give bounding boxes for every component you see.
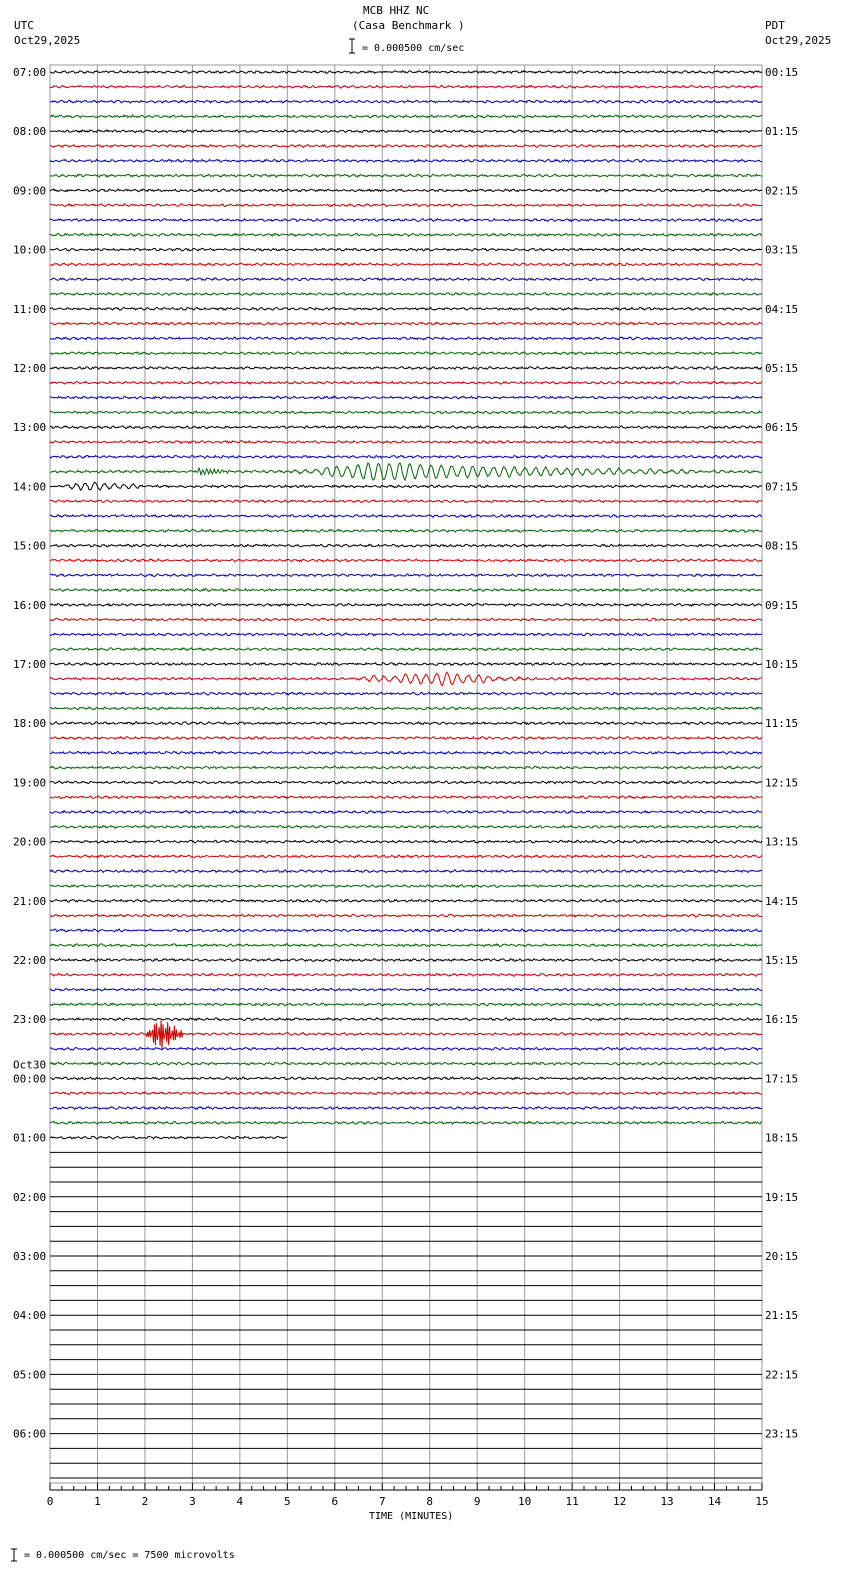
seismic-trace [50, 1020, 762, 1049]
right-hour-label: 02:15 [765, 184, 799, 198]
seismic-trace [50, 515, 762, 518]
seismic-trace [50, 396, 762, 399]
seismic-trace [50, 233, 762, 236]
seismic-trace [50, 529, 762, 532]
right-hour-label: 03:15 [765, 243, 799, 257]
x-tick-label: 1 [94, 1495, 101, 1508]
left-hour-label: 04:00 [13, 1309, 47, 1323]
seismic-trace [50, 988, 762, 991]
seismic-trace [50, 1092, 762, 1095]
seismic-trace [50, 840, 762, 843]
right-hour-label: 20:15 [765, 1250, 799, 1263]
seismic-trace [50, 367, 762, 370]
seismic-trace [50, 899, 762, 902]
left-hour-label: 05:00 [13, 1368, 47, 1382]
seismic-trace [50, 544, 762, 547]
x-tick-label: 14 [707, 1495, 722, 1508]
seismic-trace [50, 796, 762, 799]
left-hour-label: 22:00 [13, 954, 47, 967]
seismic-trace [50, 1107, 762, 1110]
x-tick-label: 10 [518, 1495, 532, 1508]
x-tick-label: 15 [755, 1495, 769, 1508]
right-hour-label: 09:15 [765, 598, 799, 612]
right-hour-label: 01:15 [765, 125, 799, 139]
left-hour-label: 13:00 [13, 421, 47, 435]
seismic-trace [50, 973, 762, 976]
left-hour-label: 16:00 [13, 598, 47, 612]
left-hour-label: 23:00 [13, 1013, 47, 1027]
seismic-trace [50, 929, 762, 932]
x-axis-label: TIME (MINUTES) [369, 1511, 454, 1522]
seismic-trace [50, 663, 762, 666]
left-hour-label: 14:00 [13, 480, 47, 494]
seismic-trace [50, 672, 762, 686]
seismic-trace [50, 751, 762, 754]
axis-layer [47, 1483, 769, 1508]
right-hour-label: 16:15 [765, 1013, 799, 1027]
left-hour-label: 02:00 [13, 1190, 47, 1204]
left-hour-label: 00:00 [13, 1072, 47, 1086]
seismic-trace [50, 352, 762, 355]
seismic-trace [50, 189, 762, 192]
seismic-trace [50, 174, 762, 177]
right-hour-label: 05:15 [765, 362, 799, 375]
left-date: Oct29,2025 [14, 34, 81, 47]
seismic-trace [50, 441, 762, 444]
seismic-trace [50, 500, 762, 503]
right-hour-label: 12:15 [765, 776, 799, 790]
left-hour-label: 20:00 [13, 835, 47, 849]
x-tick-label: 3 [189, 1495, 196, 1508]
station-title: MCB HHZ NC [363, 4, 430, 17]
seismic-trace [50, 737, 762, 740]
right-hour-label: 06:15 [765, 421, 799, 435]
x-tick-label: 11 [565, 1495, 579, 1508]
left-hour-label: 08:00 [13, 125, 47, 139]
seismic-trace [50, 1047, 762, 1050]
x-tick-label: 13 [660, 1495, 674, 1508]
seismic-trace [50, 811, 762, 814]
right-hour-label: 14:15 [765, 894, 799, 908]
left-hour-label: 01:00 [13, 1131, 47, 1145]
seismic-trace [50, 219, 762, 222]
left-hour-label: 11:00 [13, 302, 47, 316]
left-hour-label: 18:00 [13, 717, 47, 731]
x-tick-label: 0 [46, 1495, 54, 1508]
seismic-trace [50, 1077, 762, 1080]
seismic-trace [50, 204, 762, 207]
seismic-trace [50, 692, 762, 695]
seismic-trace [50, 959, 762, 962]
right-hour-label: 07:15 [765, 480, 799, 494]
footer-scale-note: = 0.000500 cm/sec = 7500 microvolts [24, 1550, 235, 1561]
site-subtitle: (Casa Benchmark ) [352, 19, 465, 32]
seismic-trace [50, 85, 762, 88]
x-tick-label: 12 [612, 1495, 627, 1508]
right-hour-label: 10:15 [765, 658, 799, 671]
x-tick-label: 9 [473, 1495, 481, 1508]
footer-scale-bar-icon [11, 1549, 17, 1561]
left-timezone: UTC [14, 19, 34, 32]
seismic-trace [50, 1121, 762, 1124]
seismic-trace [50, 263, 762, 266]
right-hour-label: 19:15 [765, 1190, 799, 1204]
seismic-trace [50, 248, 762, 251]
seismic-trace [50, 870, 762, 873]
x-tick-label: 5 [284, 1495, 291, 1508]
right-hour-label: 17:15 [765, 1072, 799, 1086]
right-hour-label: 08:15 [765, 539, 799, 553]
right-hour-label: 23:15 [765, 1427, 799, 1441]
seismic-trace [50, 381, 762, 384]
right-hour-label: 22:15 [765, 1368, 799, 1382]
x-tick-label: 7 [378, 1495, 386, 1508]
right-hour-label: 15:15 [765, 954, 799, 967]
left-hour-label: 17:00 [13, 658, 47, 671]
scale-bar-icon [349, 39, 355, 53]
seismic-trace [50, 115, 762, 118]
seismic-trace [50, 781, 762, 784]
seismic-trace [50, 159, 762, 162]
seismic-trace [50, 855, 762, 858]
seismic-trace [50, 559, 762, 562]
seismic-trace [50, 707, 762, 710]
right-date: Oct29,2025 [765, 34, 832, 47]
left-hour-label: 21:00 [13, 894, 47, 908]
left-hour-label: 09:00 [13, 184, 47, 198]
left-hour-label: 12:00 [13, 362, 47, 375]
seismic-trace [50, 1003, 762, 1006]
seismic-trace [50, 1136, 287, 1139]
seismic-trace [50, 603, 762, 606]
x-tick-label: 4 [236, 1495, 244, 1508]
seismic-trace [50, 130, 762, 133]
x-tick-label: 6 [331, 1495, 339, 1508]
seismic-trace [50, 633, 762, 636]
seismic-trace [50, 337, 762, 340]
right-hour-label: 04:15 [765, 302, 799, 316]
left-hour-label: 19:00 [13, 776, 47, 790]
left-hour-label: 07:00 [13, 66, 47, 79]
left-hour-label: 15:00 [13, 539, 47, 553]
left-hour-label: 06:00 [13, 1427, 47, 1441]
x-tick-label: 8 [426, 1495, 434, 1508]
seismic-trace [50, 455, 762, 458]
right-hour-label: 13:15 [765, 835, 799, 849]
seismic-trace [50, 618, 762, 621]
seismic-trace [50, 885, 762, 888]
seismic-trace [50, 944, 762, 947]
right-timezone: PDT [765, 19, 785, 32]
seismic-trace [50, 293, 762, 296]
seismic-trace [50, 722, 762, 725]
left-hour-label: 03:00 [13, 1250, 47, 1263]
seismic-trace [50, 914, 762, 917]
seismic-trace [50, 463, 762, 480]
seismic-trace [50, 766, 762, 769]
seismic-trace [50, 589, 762, 592]
x-tick-label: 2 [141, 1495, 149, 1508]
right-hour-label: 18:15 [765, 1131, 799, 1145]
seismic-trace [50, 1062, 762, 1065]
seismic-trace [50, 825, 762, 828]
seismic-trace [50, 100, 762, 103]
seismic-trace [50, 322, 762, 325]
seismic-trace [50, 71, 762, 74]
seismic-trace [50, 426, 762, 429]
date-change-label: Oct30 [13, 1058, 47, 1072]
scale-label: = 0.000500 cm/sec [362, 43, 465, 54]
seismic-trace [50, 278, 762, 281]
seismic-trace [50, 145, 762, 148]
right-hour-label: 00:15 [765, 66, 799, 79]
seismic-trace [50, 307, 762, 310]
seismic-trace [50, 1018, 762, 1021]
seismic-trace [50, 482, 762, 490]
seismic-trace [50, 574, 762, 577]
seismic-trace [50, 411, 762, 414]
trace-layer [50, 71, 762, 1478]
seismic-trace [50, 648, 762, 651]
left-hour-label: 10:00 [13, 243, 47, 257]
right-hour-label: 11:15 [765, 717, 799, 731]
right-hour-label: 21:15 [765, 1309, 799, 1323]
